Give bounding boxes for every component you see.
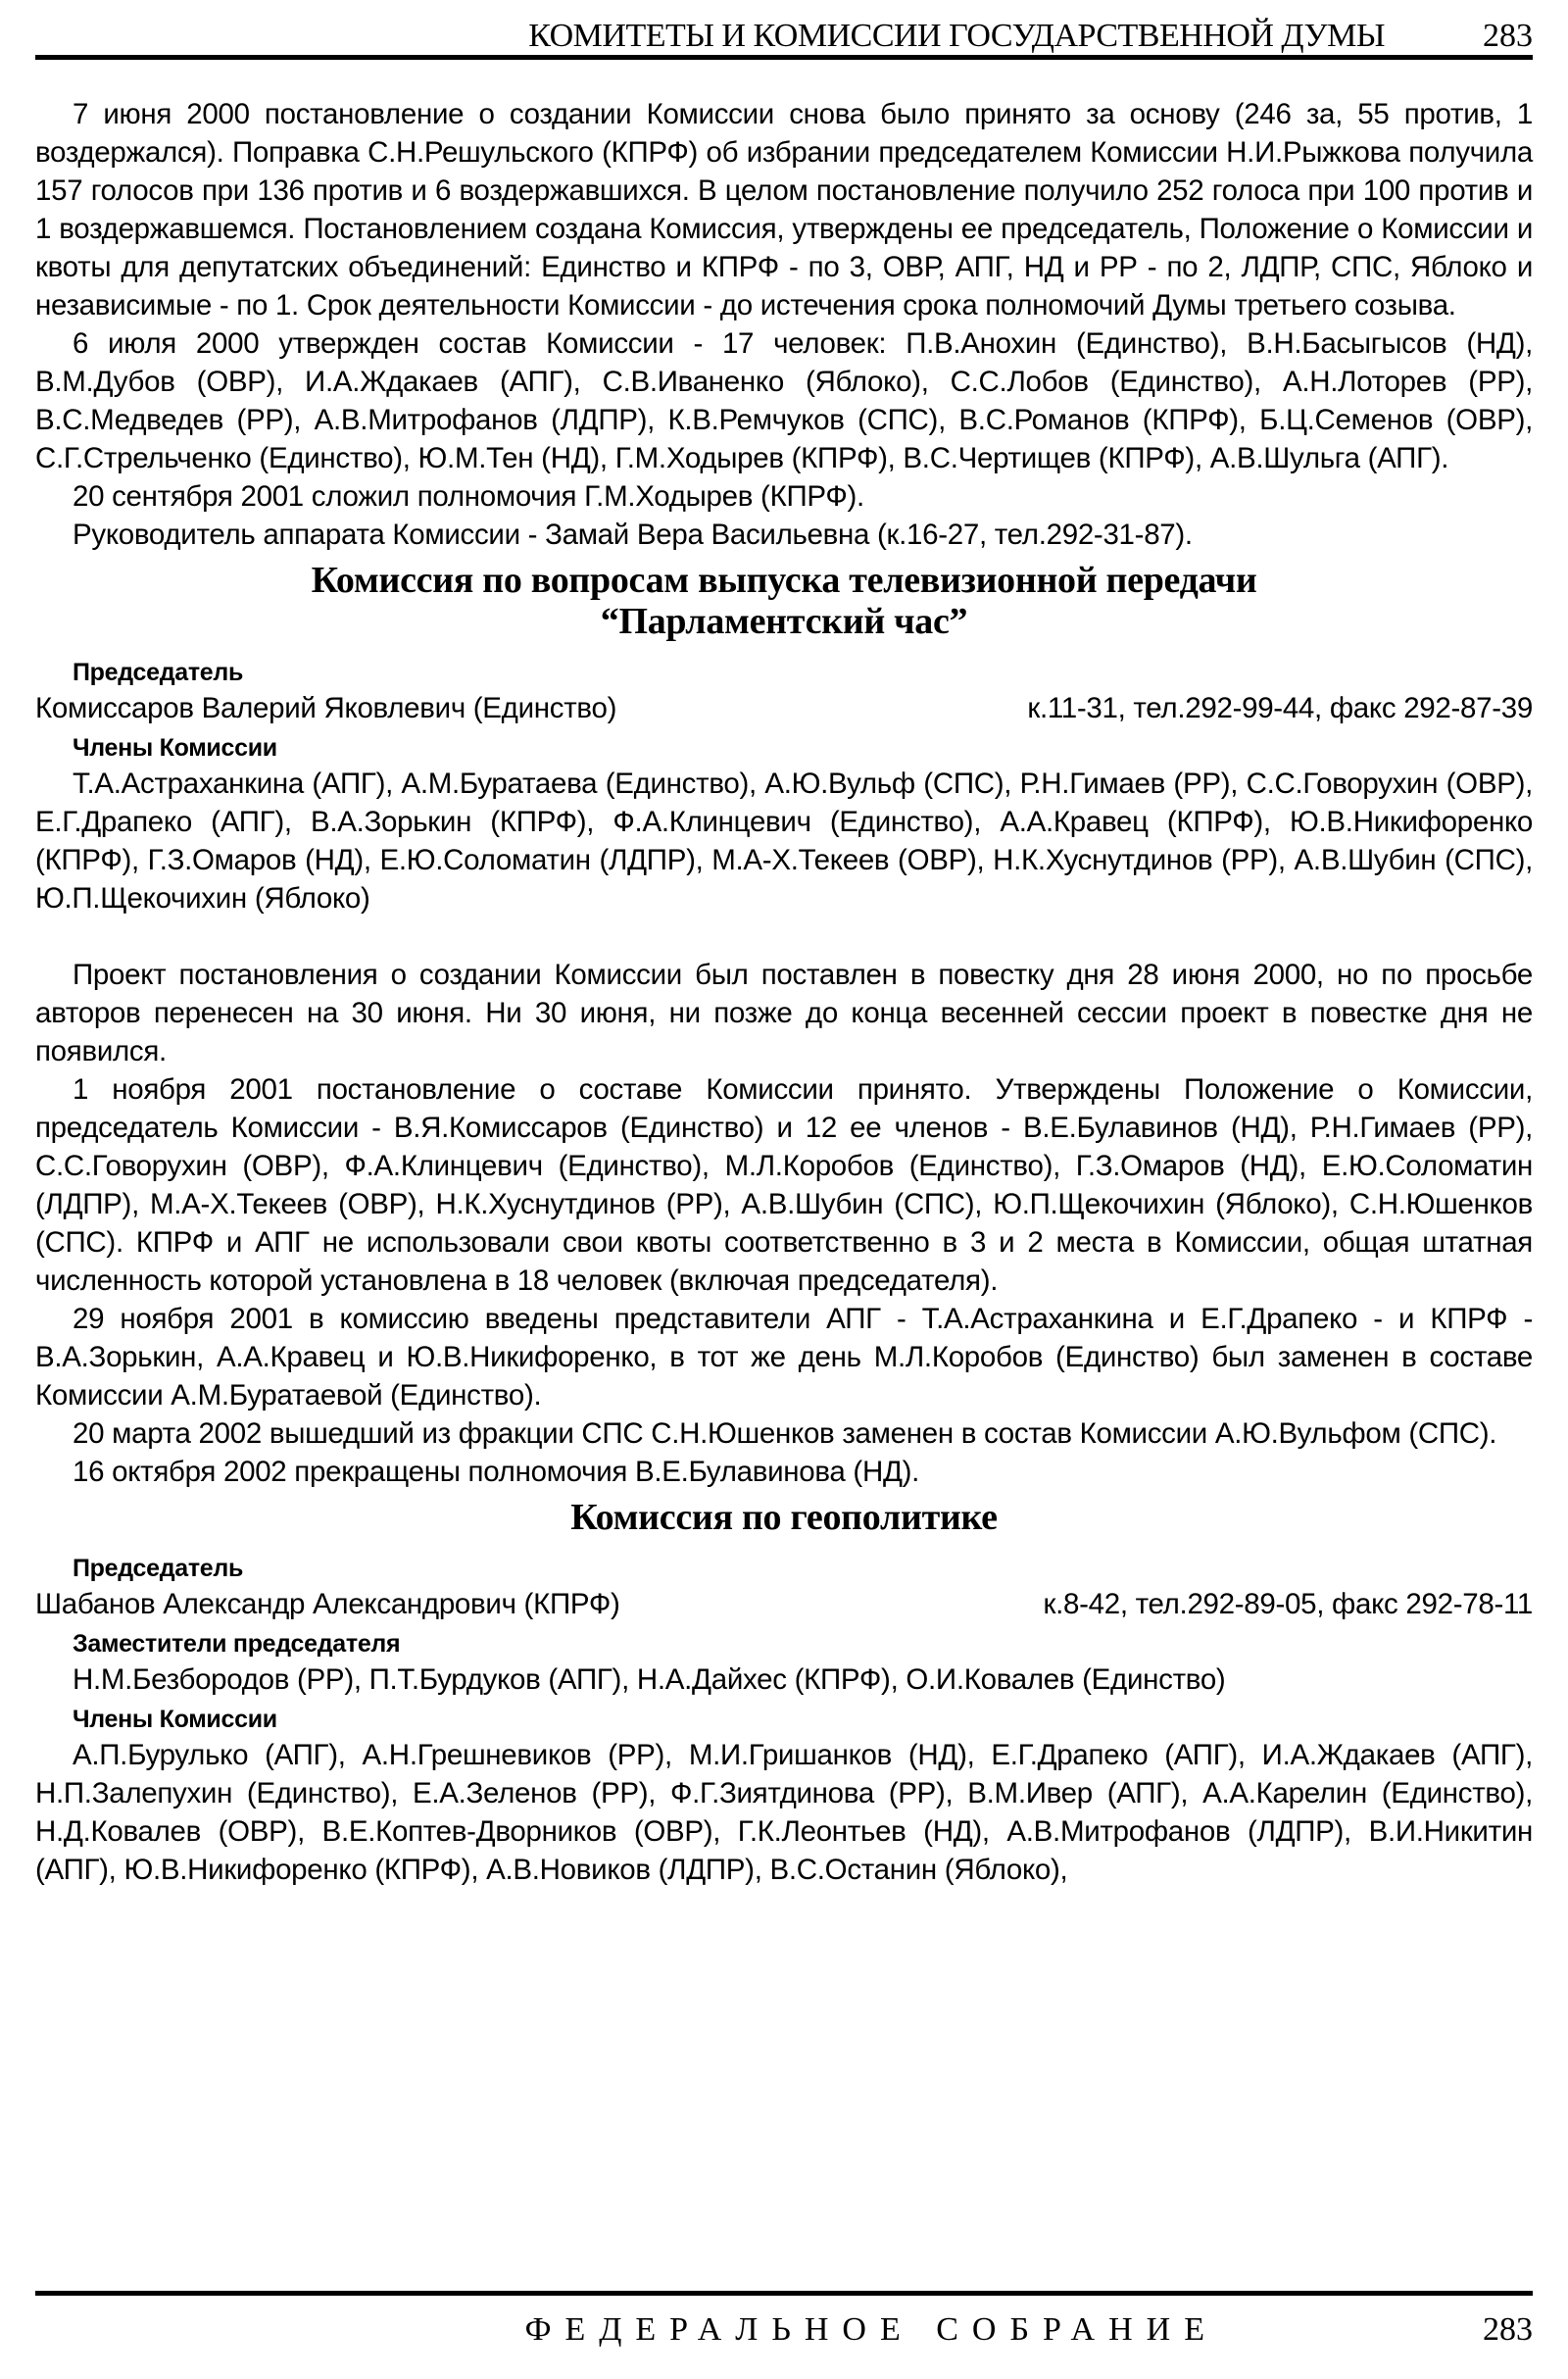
paragraph: 20 сентября 2001 сложил полномочия Г.М.Ходырев (КПРФ).	[73, 480, 864, 513]
chair-name: Комиссаров Валерий Яковлевич (Единство)	[35, 692, 617, 724]
members-label: Члены Комиссии	[73, 1706, 277, 1733]
deputies-label: Заместители председателя	[73, 1630, 401, 1658]
paragraph: 6 июля 2000 утвержден состав Комиссии - 17 человек: П.В.Анохин (Единство), В.Н.Басыгысов (НД), В.М.Дубов (ОВР), И.А.Ждакаев (АПГ), С.В.Иваненко (Яблоко), С.С.Лобов (Единство), А.Н.Лоторев (РР), В.С.Медведев (РР), А.В.Митрофанов (ЛДПР), К.В.Ремчуков (СПС), В.С.Романов (КПРФ), Б.Ц.Семенов (ОВР), С.Г.Стрельченко (Единство), Ю.М.Тен (НД), Г.М.Ходырев (КПРФ), В.С.Чертищев (КПРФ), А.В.Шульга (АПГ).	[35, 327, 1533, 474]
chair-label: Председатель	[73, 1555, 244, 1582]
paragraph: 16 октября 2002 прекращены полномочия В.Е.Булавинова (НД).	[73, 1456, 920, 1488]
heading-line: “Парламентский час”	[600, 601, 968, 642]
chair-name: Шабанов Александр Александрович (КПРФ)	[35, 1588, 620, 1620]
footer-page-number: 283	[1483, 2311, 1533, 2348]
members-list: А.П.Бурулько (АПГ), А.Н.Грешневиков (РР), М.И.Гришанков (НД), Е.Г.Драпеко (АПГ), И.А.Ждакаев (АПГ), Н.П.Залепухин (Единство), Е.А.Зеленов (РР), Ф.Г.Зиятдинова (РР), В.М.Ивер (АПГ), А.А.Карелин (Единство), Н.Д.Ковалев (ОВР), В.Е.Коптев-Дворников (ОВР), Г.К.Леонтьев (НД), А.В.Митрофанов (ЛДПР), В.И.Никитин (АПГ), Ю.В.Никифоренко (КПРФ), А.В.Новиков (ЛДПР), В.С.Останин (Яблоко),	[35, 1739, 1533, 1886]
paragraph: 20 марта 2002 вышедший из фракции СПС С.Н.Юшенков заменен в состав Комиссии А.Ю.Вульфом (СПС).	[73, 1417, 1497, 1450]
heading-line: Комиссия по вопросам выпуска телевизионной передачи	[311, 560, 1257, 601]
section-heading-geopolitics: Комиссия по геополитике	[570, 1497, 998, 1538]
page-body	[35, 60, 1533, 1889]
chair-contact: к.8-42, тел.292-89-05, факс 292-78-11	[1043, 1588, 1533, 1620]
page	[35, 0, 1533, 1889]
header-title: КОМИТЕТЫ И КОМИССИИ ГОСУДАРСТВЕННОЙ ДУМЫ	[528, 18, 1385, 54]
running-header	[35, 0, 1533, 55]
members-list: Т.А.Астраханкина (АПГ), А.М.Буратаева (Единство), А.Ю.Вульф (СПС), Р.Н.Гимаев (РР), С.С.Говорухин (ОВР), Е.Г.Драпеко (АПГ), В.А.Зорькин (КПРФ), Ф.А.Клинцевич (Единство), А.А.Кравец (КПРФ), Ю.В.Никифоренко (КПРФ), Г.З.Омаров (НД), Е.Ю.Соломатин (ЛДПР), М.А-Х.Текеев (ОВР), Н.К.Хуснутдинов (РР), А.В.Шубин (СПС), Ю.П.Щекочихин (Яблоко)	[35, 768, 1533, 915]
members-label: Члены Комиссии	[73, 734, 277, 762]
chair-label: Председатель	[73, 659, 244, 686]
paragraph: 1 ноября 2001 постановление о составе Комиссии принято. Утверждены Положение о Комиссии, председатель Комиссии - В.Я.Комиссаров (Единство) и 12 ее членов - В.Е.Булавинов (НД), Р.Н.Гимаев (РР), С.С.Говорухин (ОВР), Ф.А.Клинцевич (Единство), М.Л.Коробов (Единство), Г.З.Омаров (НД), Е.Ю.Соломатин (ЛДПР), М.А-Х.Текеев (ОВР), Н.К.Хуснутдинов (РР), А.В.Шубин (СПС), Ю.П.Щекочихин (Яблоко), С.Н.Юшенков (СПС). КПРФ и АПГ не использовали свои квоты соответственно в 3 и 2 места в Комиссии, общая штатная численность которой установлена в 18 человек (включая председателя).	[35, 1073, 1533, 1297]
paragraph: 7 июня 2000 постановление о создании Комиссии снова было принято за основу (246 за, 55 против, 1 воздержался). Поправка С.Н.Решульского (КПРФ) об избрании председателем Комиссии Н.И.Рыжкова получила 157 голосов при 136 против и 6 воздержавшихся. В целом постановление получило 252 голоса при 100 против и 1 воздержавшемся. Постановлением создана Комиссия, утверждены ее председатель, Положение о Комиссии и квоты для депутатских объединений: Единство и КПРФ - по 3, ОВР, АПГ, НД и РР - по 2, ЛДПР, СПС, Яблоко и независимые - по 1. Срок деятельности Комиссии - до истечения срока полномочий Думы третьего созыва.	[35, 98, 1533, 322]
section-heading-parliament-hour	[35, 560, 1533, 642]
chair-row	[35, 689, 1533, 727]
header-page-number: 283	[1483, 18, 1533, 54]
paragraph: Проект постановления о создании Комиссии был поставлен в повестку дня 28 июня 2000, но по просьбе авторов перенесен на 30 июня. Ни 30 июня, ни позже до конца весенней сессии проект в повестке дня не появился.	[35, 959, 1533, 1067]
footer-title: ФЕДЕРАЛЬНОЕ СОБРАНИЕ	[524, 2311, 1218, 2348]
paragraph: Руководитель аппарата Комиссии - Замай Вера Васильевна (к.16-27, тел.292-31-87).	[73, 519, 1193, 551]
paragraph: 29 ноября 2001 в комиссию введены представители АПГ - Т.А.Астраханкина и Е.Г.Драпеко - и КПРФ - В.А.Зорькин, А.А.Кравец и Ю.В.Никифоренко, в тот же день М.Л.Коробов (Единство) был заменен в составе Комиссии А.М.Буратаевой (Единство).	[35, 1303, 1533, 1412]
running-footer	[35, 2291, 1533, 2364]
deputies-list: Н.М.Безбородов (РР), П.Т.Бурдуков (АПГ), Н.А.Дайхес (КПРФ), О.И.Ковалев (Единство)	[73, 1663, 1226, 1696]
chair-contact: к.11-31, тел.292-99-44, факс 292-87-39	[1027, 692, 1533, 724]
chair-row	[35, 1585, 1533, 1623]
